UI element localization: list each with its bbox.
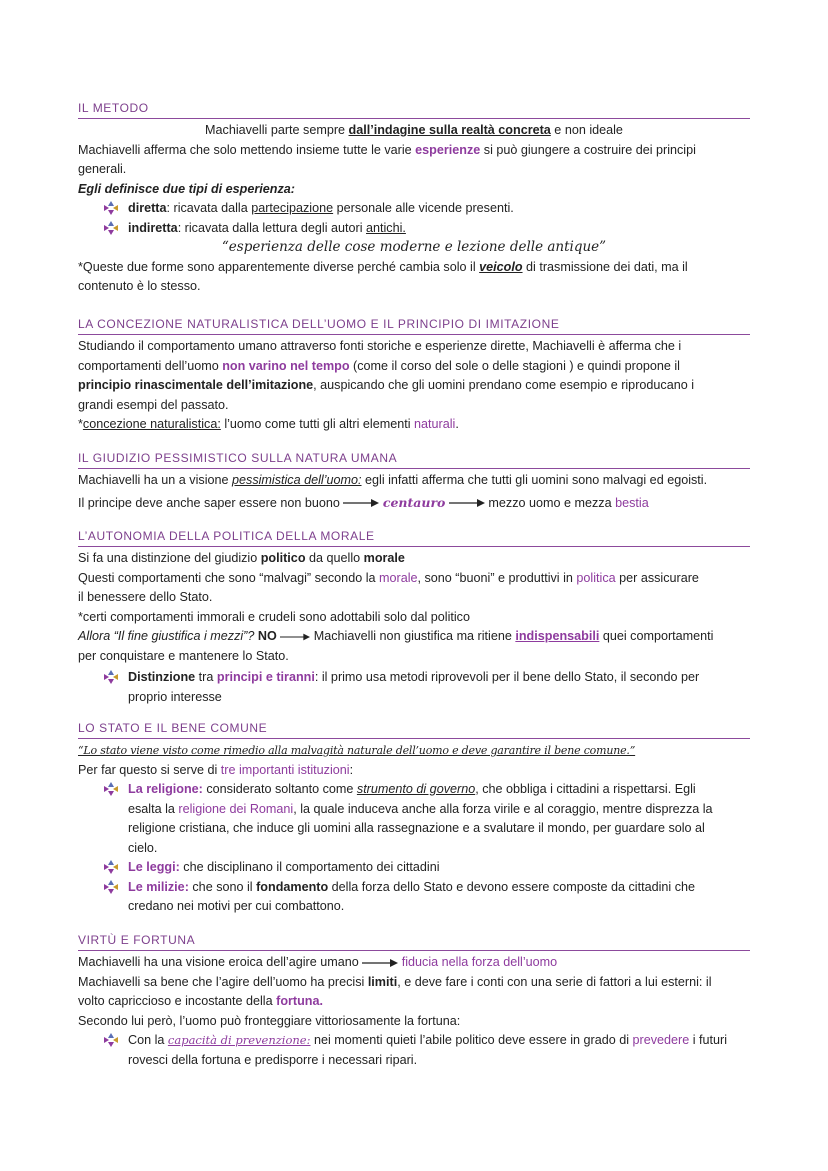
arrow-icon [343, 499, 379, 507]
text: da quello [305, 551, 364, 565]
emphasis: religione dei Romani [178, 801, 294, 816]
text: volto capriccioso e incostante della [78, 994, 277, 1008]
paragraph [78, 141, 750, 161]
text: proprio interesse [128, 689, 222, 704]
text: mezzo uomo e mezza [488, 495, 616, 510]
section-title: LA CONCEZIONE NATURALISTICA DELL’UOMO E IL PRINCIPIO DI IMITAZIONE [78, 316, 750, 335]
text: personale alle vicende presenti. [333, 201, 514, 215]
list-item [78, 878, 750, 898]
emphasis: politico [260, 551, 306, 565]
emphasis: indispensabili [515, 629, 600, 643]
text: Allora “Il fine giustifica i mezzi”? [78, 629, 255, 643]
section-concezione [78, 316, 750, 435]
paragraph: il benessere dello Stato. [78, 590, 213, 604]
emphasis: veicolo [479, 259, 523, 274]
list-item-cont [78, 688, 750, 708]
text: Questi comportamenti che sono “malvagi” secondo la [78, 570, 379, 585]
label: Distinzione [128, 670, 196, 684]
emphasis: fondamento [256, 879, 329, 894]
text: , la quale induceva anche alla forza virile e al coraggio, mentre disprezza la [293, 801, 713, 816]
handwritten-term: centauro [382, 494, 446, 510]
section-title: IL METODO [78, 100, 750, 119]
section-title: LO STATO E IL BENE COMUNE [78, 720, 750, 739]
paragraph [78, 549, 750, 569]
text: : ricavata dalla lettura degli autori [177, 220, 366, 235]
paragraph: grandi esempi del passato. [78, 397, 229, 412]
section-giudizio [78, 450, 750, 513]
text: nei momenti quieti l’abile politico deve essere in grado di [310, 1033, 633, 1047]
text: egli infatti afferma che tutti gli uomini sono malvagi ed egoisti. [361, 473, 708, 487]
emphasis: morale [363, 551, 405, 565]
bullet-icon [104, 221, 118, 235]
bullet-icon [104, 782, 118, 796]
list-item [78, 858, 750, 878]
text: credano nei motivi per cui combattono. [128, 899, 345, 913]
emphasis: fortuna. [276, 994, 323, 1008]
label: diretta [128, 201, 167, 215]
section-title: VIRTÙ E FORTUNA [78, 932, 750, 951]
text: Si fa una distinzione del giudizio [78, 551, 261, 565]
paragraph-cont: generali. [78, 162, 127, 176]
section-title: L’AUTONOMIA DELLA POLITICA DELLA MORALE [78, 528, 750, 547]
bullet-icon [104, 860, 118, 874]
text: , auspicando che gli uomini prendano come esempio e riproducano i [313, 378, 695, 392]
text: Machiavelli ha una visione eroica dell’agire umano [78, 955, 359, 969]
text: , e deve fare i conti con una serie di fattori a lui esterni: il [397, 974, 712, 989]
note [78, 258, 750, 278]
text: considerato soltanto come [202, 782, 357, 796]
list-item [78, 668, 750, 688]
emphasis: NO [254, 629, 277, 643]
quote: “Lo stato viene visto come rimedio alla malvagità naturale dell’uomo e deve garantire il bene comune.” [78, 744, 636, 757]
definition-line: Egli definisce due tipi di esperienza: [78, 181, 295, 196]
list-item-cont [78, 800, 750, 820]
section-stato [78, 720, 750, 917]
text: che sono il [188, 879, 257, 894]
text: : [349, 762, 354, 777]
text: l’uomo come tutti gli altri elementi [220, 417, 415, 431]
text: Machiavelli ha un a visione [78, 473, 233, 487]
emphasis: politica [576, 570, 616, 585]
text: quei comportamenti [599, 629, 714, 643]
text: Machiavelli parte sempre [205, 123, 349, 137]
emphasis: bestia [615, 495, 649, 510]
text: si può giungere a costruire dei principi [480, 142, 696, 157]
paragraph [78, 973, 750, 993]
text: religione cristiana, che induce gli uomini alla rassegnazione e a svalutare il mondo, per guardare solo al [128, 821, 705, 835]
list-item [78, 199, 750, 219]
emphasis: principi e tiranni [216, 670, 315, 684]
list-item-cont [78, 897, 750, 917]
emphasis: esperienze [415, 142, 481, 157]
list-item [78, 780, 750, 800]
text: Il principe deve anche saper essere non buono [78, 495, 340, 510]
text: *Queste due forme sono apparentemente diverse perché cambia solo il [78, 259, 480, 274]
text: esalta la [128, 801, 179, 816]
section-title: IL GIUDIZIO PESSIMISTICO SULLA NATURA UMANA [78, 450, 750, 469]
quote: “esperienza delle cose moderne e lezione delle antique” [221, 239, 607, 255]
bullet-icon [104, 880, 118, 894]
list-item-cont [78, 819, 750, 839]
emphasis: pessimistica dell’uomo: [232, 473, 362, 487]
arrow-icon [280, 633, 310, 641]
paragraph: Secondo lui però, l’uomo può fronteggiare vittoriosamente la fortuna: [78, 1013, 461, 1028]
arrow-icon [362, 959, 398, 967]
list-item-cont [78, 1051, 750, 1071]
text: Machiavelli non giustifica ma ritiene [310, 629, 516, 643]
paragraph [78, 357, 750, 377]
text: Machiavelli sa bene che l’agire dell’uomo ha precisi [78, 974, 368, 989]
text: rovesci della fortuna e predisporre i necessari ripari. [128, 1052, 418, 1067]
emphasis: fiducia nella forza dell’uomo [401, 955, 558, 969]
label: Le milizie: [128, 879, 189, 894]
text: , che obbliga i cittadini a rispettarsi. Egli [475, 782, 696, 796]
emphasis: dall’indagine sulla realtà concreta [348, 123, 551, 137]
text: tra [195, 670, 217, 684]
paragraph [78, 761, 750, 781]
text: : il primo usa metodi riprovevoli per il bene dello Stato, il secondo per [314, 670, 700, 684]
emphasis: naturali [414, 417, 456, 431]
text: che disciplinano il comportamento dei cittadini [179, 860, 440, 874]
text: comportamenti dell’uomo [78, 358, 223, 373]
note: *certi comportamenti immorali e crudeli sono adottabili solo dal politico [78, 609, 470, 624]
bullet-icon [104, 1033, 118, 1047]
bullet-icon [104, 670, 118, 684]
text: (come il corso del sole o delle stagioni ) e quindi propone il [349, 358, 680, 373]
text: : ricavata dalla [166, 201, 252, 215]
list-item [78, 1031, 750, 1051]
text: per assicurare [615, 570, 699, 585]
paragraph [78, 627, 750, 647]
paragraph [78, 992, 750, 1012]
text: i futuri [689, 1033, 728, 1047]
text: strumento di governo [356, 782, 476, 796]
emphasis: morale [379, 570, 418, 585]
section-autonomia [78, 528, 750, 707]
text: Con la [128, 1033, 168, 1047]
text: Per far questo si serve di [78, 762, 221, 777]
paragraph: per conquistare e mantenere lo Stato. [78, 648, 289, 663]
label: La religione: [128, 782, 203, 796]
text: cielo. [128, 840, 158, 855]
list-item-cont [78, 839, 750, 859]
note-cont: contenuto è lo stesso. [78, 279, 201, 293]
paragraph [78, 953, 750, 973]
paragraph [78, 471, 750, 491]
emphasis: prevedere [632, 1033, 690, 1047]
bullet-icon [104, 201, 118, 215]
text: della forza dello Stato e devono essere composte da cittadini che [328, 879, 696, 894]
paragraph [78, 376, 750, 396]
text: Machiavelli afferma che solo mettendo insieme tutte le varie [78, 142, 416, 157]
emphasis: principio rinascimentale dell’imitazione [78, 378, 314, 392]
text: partecipazione [251, 201, 334, 215]
arrow-icon [449, 499, 485, 507]
text: , sono “buoni” e produttivi in [417, 570, 577, 585]
text: antichi. [366, 220, 406, 235]
text: . [455, 417, 459, 431]
list-item [78, 219, 750, 239]
label: indiretta [128, 220, 178, 235]
text: e non ideale [550, 123, 623, 137]
paragraph [78, 121, 750, 141]
note [78, 415, 750, 435]
section-metodo [78, 100, 750, 297]
text: * [78, 417, 83, 431]
paragraph [78, 493, 750, 514]
section-virtu-fortuna [78, 932, 750, 1070]
handwritten-term: capacità di prevenzione: [167, 1033, 311, 1047]
emphasis: limiti [367, 974, 398, 989]
paragraph: Studiando il comportamento umano attraverso fonti storiche e esperienze dirette, Machiavelli è afferma che i [78, 339, 682, 353]
text: concezione naturalistica: [82, 417, 221, 431]
label: Le leggi: [128, 860, 180, 874]
text: di trasmissione dei dati, ma il [522, 259, 688, 274]
paragraph [78, 569, 750, 589]
emphasis: tre importanti istituzioni [220, 762, 350, 777]
emphasis: non varino nel tempo [222, 358, 350, 373]
